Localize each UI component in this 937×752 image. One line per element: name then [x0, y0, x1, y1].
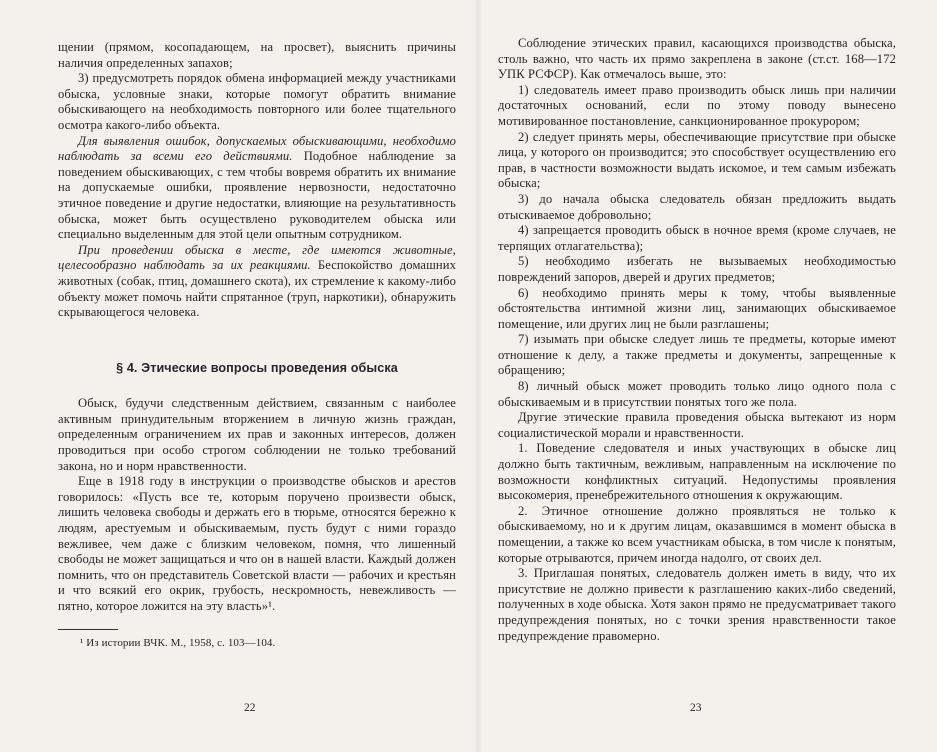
paragraph-text: 4) запрещается проводить обыск в ночное время (кроме случаев, не терпящих отлагательства); [498, 223, 896, 253]
paragraph [498, 410, 896, 441]
paragraph [498, 566, 896, 644]
paragraph-text: 2) следует принять меры, обеспечивающие присутствие при обыске лица, у которого он производится; это способствует осуществлению его прав, в частности возможности выдать искомое, и тем самым избежать обыска; [498, 129, 896, 191]
right-page [498, 36, 896, 644]
paragraph-text: 5) необходимо избегать не вызываемых необходимостью повреждений запоров, дверей и других предметов; [498, 254, 896, 284]
book-gutter [474, 0, 482, 752]
left-page [58, 40, 456, 650]
left-body-text-2 [58, 396, 456, 614]
paragraph-text: 6) необходимо принять меры к тому, чтобы выявленные обстоятельства интимной жизни лиц, занимающих обыскиваемое помещение, или других лиц не были разглашены; [498, 285, 896, 331]
right-body-text [498, 36, 896, 644]
paragraph-text: Подобное наблюдение за поведением обыскивающих, с тем чтобы вовремя обратить их внимание на допускаемые ошибки, проявление нервозности, недостаточно этичное поведение и другие недостатки, влияющие на результативность обыска, может быть осуществлено руководителем обыска или специально выделенным для этой цели опытным сотрудником. [58, 149, 456, 242]
section-heading: § 4. Этические вопросы проведения обыска [116, 360, 398, 375]
left-body-text [58, 40, 456, 321]
paragraph-text: 3) предусмотреть порядок обмена информацией между участниками обыска, условные знаки, которые помогут обратить внимание обыскивающего на необходимость повторного или более тщательного осмотра какого-либо объекта. [58, 71, 456, 132]
paragraph [58, 71, 456, 133]
page-number-right: 23 [690, 702, 702, 714]
paragraph-text: Беспокойство домашних животных (собак, птиц, домашнего скота), их стремление к какому-либо объекту может помочь найти спрятанное (труп, наркотики), обнаружить скрывающегося человека. [58, 258, 456, 320]
footnote-rule [58, 629, 118, 630]
page-number-left: 22 [244, 702, 256, 714]
paragraph [498, 83, 896, 130]
paragraph [58, 396, 456, 474]
paragraph [58, 474, 456, 614]
paragraph-text: щении (прямом, косопадающем, на просвет), выяснить причины наличия определенных запахов; [58, 40, 456, 70]
paragraph [498, 332, 896, 379]
paragraph [498, 192, 896, 223]
paragraph-text: Соблюдение этических правил, касающихся производства обыска, столь важно, что часть их прямо закреплена в законе (ст.ст. 168—172 УПК РСФСР). Как отмечалось выше, это: [498, 36, 896, 82]
paragraph-text: 3) до начала обыска следователь обязан предложить выдать отыскиваемое добровольно; [498, 191, 896, 222]
paragraph [498, 254, 896, 285]
italic-emphasis: Для выявления ошибок, допускаемых обыскивающими, необходимо наблюдать за всеми его действиями. [58, 133, 456, 164]
paragraph-text: 1. Поведение следователя и иных участвующих в обыске лиц должно быть тактичным, вежливым, направленным на исключение по возможности конфликтных ситуаций. Недопустимы проявления высокомерия, пренебрежительного отношения к окружающим. [498, 441, 896, 503]
paragraph-text: 3. Приглашая понятых, следователь должен иметь в виду, что их присутствие не должно привести к разглашению каких-либо сведений, полученных в ходе обыска. Хотя закон прямо не предусматривает такого предупреждения понятых, но с точки зрения нравственности такое предупреждение правомерно. [498, 566, 896, 643]
paragraph [498, 223, 896, 254]
paragraph [498, 286, 896, 333]
paragraph-text: 2. Этичное отношение должно проявляться не только к обыскиваемому, но и к другим лицам, оказавшимся в момент обыска в помещении, а также ко всем участникам обыска, в том числе к понятым, которые отрываются, причем иногда надолго, от своих дел. [498, 503, 896, 565]
paragraph-text: 1) следователь имеет право производить обыск лишь при наличии достаточных оснований, если по этому поводу вынесено мотивированное постановление, санкционированное прокурором; [498, 82, 896, 128]
paragraph [498, 379, 896, 410]
paragraph [58, 134, 456, 243]
paragraph [498, 441, 896, 503]
paragraph [58, 40, 456, 71]
paragraph-text: 7) изымать при обыске следует лишь те предметы, которые имеют отношение к делу, а также предметы и документы, запрещенные к обращению; [498, 332, 896, 378]
paragraph-text: 8) личный обыск может проводить только лицо одного пола с обыскиваемым и в присутствии понятых того же пола. [498, 379, 896, 409]
paragraph [498, 36, 896, 83]
paragraph [498, 504, 896, 566]
paragraph [498, 130, 896, 192]
paragraph-text: Другие этические правила проведения обыска вытекают из норм социалистической морали и нравственности. [498, 410, 896, 440]
italic-emphasis: При проведении обыска в месте, где имеются животные, целесообразно наблюдать за их реакциями. [58, 242, 456, 273]
footnote: ¹ Из истории ВЧК. М., 1958, с. 103—104. [80, 636, 276, 649]
paragraph-text: Еще в 1918 году в инструкции о производстве обысков и арестов говорилось: «Пусть все те, которым поручено произвести обыск, лишить человека свободы и держать его в тюрьме, относятся бережно к людям, арестуемым и обыскиваемым, пусть будут с ними гораздо вежливее, чем даже с близким человеком, помня, что лишенный свободы не может защищаться и что он в нашей власти. Каждый должен помнить, что он представитель Советской власти — рабочих и крестьян и что всякий его окрик, грубость, нескромность, невежливость — пятно, которое ложится на эту власть»¹. [58, 474, 456, 613]
paragraph-text: Обыск, будучи следственным действием, связанным с наиболее активным принудительным вторжением в личную жизнь граждан, определенным ограничением их прав и законных интересов, должен проводиться при особо строгом соблюдении не только требований закона, но и норм нравственности. [58, 396, 456, 473]
paragraph [58, 243, 456, 321]
